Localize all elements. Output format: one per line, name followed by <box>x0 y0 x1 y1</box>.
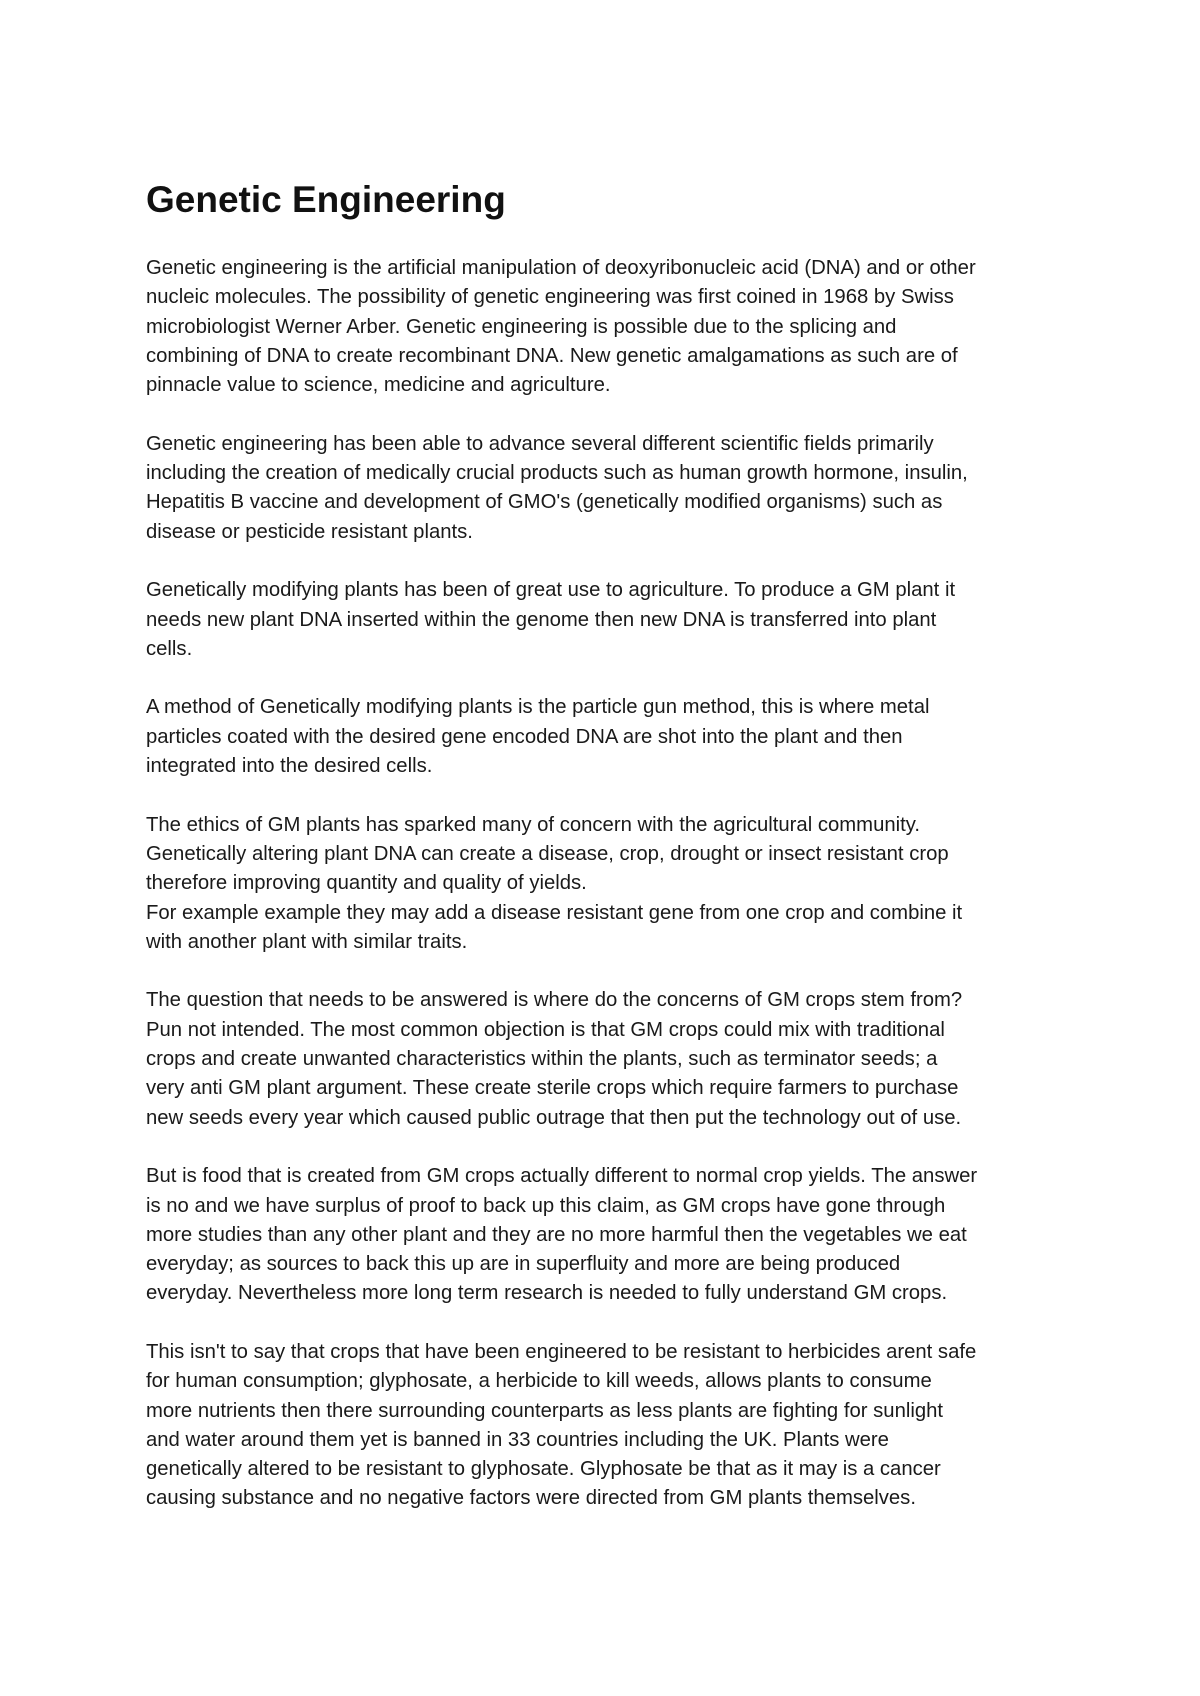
text-line: pinnacle value to science, medicine and agriculture. <box>146 374 611 397</box>
text-line: The ethics of GM plants has sparked many of concern with the agricultural community. <box>146 813 921 836</box>
text-line: integrated into the desired cells. <box>146 755 433 778</box>
text-line: nucleic molecules. The possibility of genetic engineering was first coined in 1968 by Swiss <box>146 286 954 309</box>
paragraph <box>146 576 1066 664</box>
text-line: cells. <box>146 637 193 660</box>
text-line: more studies than any other plant and they are no more harmful then the vegetables we eat <box>146 1223 967 1246</box>
text-line: very anti GM plant argument. These create sterile crops which require farmers to purchase <box>146 1077 959 1100</box>
text-line: But is food that is created from GM crops actually different to normal crop yields. The answer <box>146 1165 978 1188</box>
paragraph <box>146 254 1066 400</box>
text-line: new seeds every year which caused public outrage that then put the technology out of use. <box>146 1106 962 1129</box>
text-line: The question that needs to be answered is where do the concerns of GM crops stem from? <box>146 989 963 1012</box>
text-line: crops and create unwanted characteristics within the plants, such as terminator seeds; a <box>146 1048 938 1071</box>
text-line: Genetic engineering has been able to advance several different scientific fields primarily <box>146 432 934 455</box>
text-line: A method of Genetically modifying plants is the particle gun method, this is where metal <box>146 696 930 719</box>
text-line: causing substance and no negative factors were directed from GM plants themselves. <box>146 1487 916 1510</box>
paragraph <box>146 811 1066 957</box>
paragraph <box>146 1338 1066 1514</box>
text-line: is no and we have surplus of proof to back up this claim, as GM crops have gone through <box>146 1194 946 1217</box>
document-title: Genetic Engineering <box>146 179 506 220</box>
text-line: Genetically altering plant DNA can create a disease, crop, drought or insect resistant crop <box>146 842 949 865</box>
text-line: disease or pesticide resistant plants. <box>146 520 473 543</box>
text-line: Hepatitis B vaccine and development of GMO's (genetically modified organisms) such as <box>146 491 943 514</box>
paragraph <box>146 693 1066 781</box>
text-line: and water around them yet is banned in 33 countries including the UK. Plants were <box>146 1428 889 1451</box>
paragraph <box>146 430 1066 547</box>
text-line: everyday; as sources to back this up are in superfluity and more are being produced <box>146 1253 901 1276</box>
document-body <box>146 176 1066 1543</box>
text-line: For example example they may add a disease resistant gene from one crop and combine it <box>146 901 963 924</box>
text-line: needs new plant DNA inserted within the genome then new DNA is transferred into plant <box>146 608 937 631</box>
text-line: Pun not intended. The most common objection is that GM crops could mix with traditional <box>146 1018 945 1041</box>
paragraph <box>146 1162 1066 1308</box>
text-line: everyday. Nevertheless more long term research is needed to fully understand GM crops. <box>146 1282 948 1305</box>
text-line: Genetically modifying plants has been of great use to agriculture. To produce a GM plant it <box>146 579 956 602</box>
text-line: microbiologist Werner Arber. Genetic engineering is possible due to the splicing and <box>146 315 897 338</box>
text-line: for human consumption; glyphosate, a herbicide to kill weeds, allows plants to consume <box>146 1370 932 1393</box>
text-line: more nutrients then there surrounding counterparts as less plants are fighting for sunlight <box>146 1399 944 1422</box>
text-line: This isn't to say that crops that have been engineered to be resistant to herbicides arent safe <box>146 1340 977 1363</box>
text-line: therefore improving quantity and quality of yields. <box>146 872 587 895</box>
text-line: combining of DNA to create recombinant DNA. New genetic amalgamations as such are of <box>146 344 958 367</box>
text-line: genetically altered to be resistant to glyphosate. Glyphosate be that as it may is a cancer <box>146 1458 941 1481</box>
text-line: Genetic engineering is the artificial manipulation of deoxyribonucleic acid (DNA) and or other <box>146 257 976 279</box>
text-line: including the creation of medically crucial products such as human growth hormone, insulin, <box>146 462 968 485</box>
text-line: with another plant with similar traits. <box>146 930 468 953</box>
paragraph <box>146 986 1066 1132</box>
text-line: particles coated with the desired gene encoded DNA are shot into the plant and then <box>146 725 903 748</box>
